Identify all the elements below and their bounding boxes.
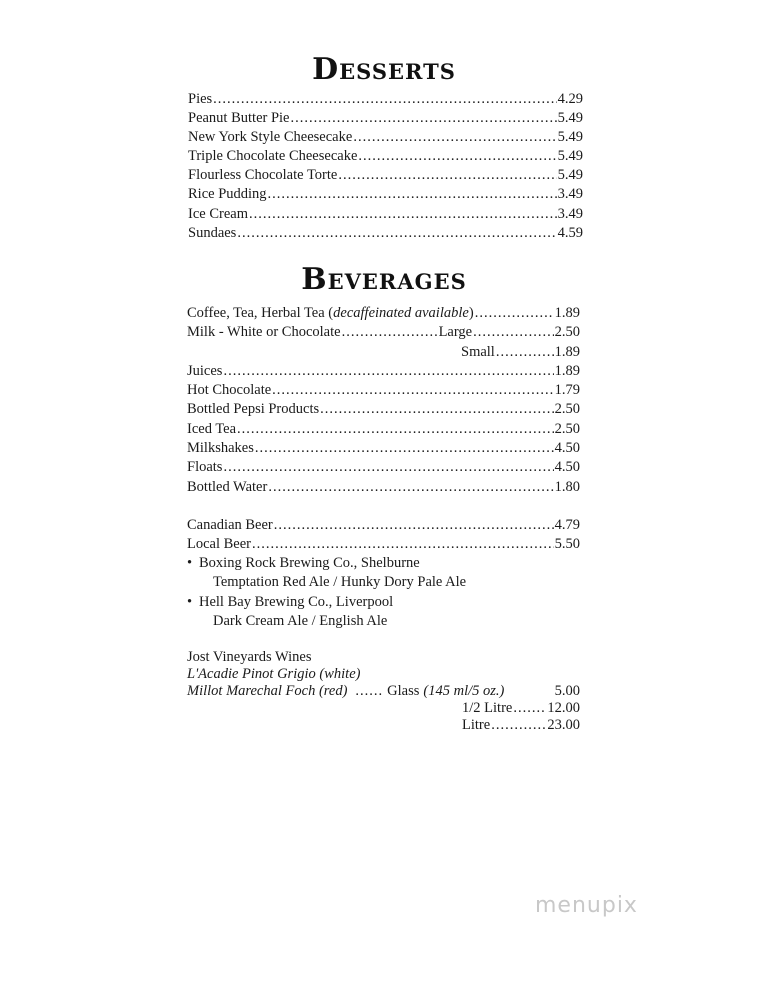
wine-white: L'Acadie Pinot Grigio (white): [187, 666, 361, 682]
dessert-item: [188, 166, 583, 185]
item-price: 23.00: [547, 717, 580, 733]
item-price: 5.49: [557, 167, 583, 183]
item-name: Bottled Pepsi Products: [187, 401, 320, 417]
dessert-item: [188, 205, 583, 224]
brewery-name: Hell Bay Brewing Co., Liverpool: [199, 594, 394, 610]
item-price: 2.50: [554, 401, 580, 417]
item-name: Pies: [188, 91, 213, 107]
beverage-item: [187, 439, 580, 458]
item-price: 5.49: [557, 148, 583, 164]
watermark: menupix: [535, 893, 638, 918]
item-name: Peanut Butter Pie: [188, 110, 290, 126]
item-name: Ice Cream: [188, 206, 248, 222]
item-price: 4.79: [554, 517, 580, 533]
item-price: 3.49: [557, 206, 583, 222]
brewery-bullet: •: [187, 594, 193, 610]
item-price: 1.89: [554, 363, 580, 379]
dessert-item: [188, 128, 583, 147]
item-price: 1.89: [554, 344, 580, 360]
item-name: New York Style Cheesecake: [188, 129, 353, 145]
item-name: Sundaes: [188, 225, 237, 241]
item-price: 4.29: [557, 91, 583, 107]
item-price: 2.50: [554, 324, 580, 340]
glass-label: Glass: [387, 683, 420, 699]
beverage-item: [187, 420, 580, 439]
item-price: 1.89: [554, 305, 580, 321]
item-name: Milkshakes: [187, 440, 254, 456]
item-price: 5.49: [557, 110, 583, 126]
wine-red: Millot Marechal Foch (red): [187, 683, 348, 699]
item-price: 3.49: [557, 186, 583, 202]
item-name: Coffee, Tea, Herbal Tea (decaffeinated available): [187, 305, 474, 321]
item-name: Juices: [187, 363, 223, 379]
item-price: 2.50: [554, 421, 580, 437]
item-price: 4.50: [554, 440, 580, 456]
item-name: Hot Chocolate: [187, 382, 272, 398]
item-price: 4.59: [557, 225, 583, 241]
item-name: Rice Pudding: [188, 186, 267, 202]
item-name: Canadian Beer: [187, 517, 273, 533]
desserts-heading: Desserts: [312, 52, 456, 87]
dessert-item: [188, 185, 583, 204]
item-name: Flourless Chocolate Torte: [188, 167, 338, 183]
brewery-name: Boxing Rock Brewing Co., Shelburne: [199, 555, 420, 571]
item-name: Floats: [187, 459, 223, 475]
dessert-item: [188, 109, 583, 128]
glass-dots: ......: [355, 683, 384, 699]
wine-litre: [462, 716, 580, 735]
brewery-beers: Temptation Red Ale / Hunky Dory Pale Ale: [213, 574, 467, 590]
beverage-item: [461, 343, 580, 362]
item-name: Bottled Water: [187, 479, 268, 495]
beverage-item: [187, 458, 580, 477]
dessert-item: [188, 224, 583, 243]
item-price: 1.79: [554, 382, 580, 398]
beer-item: [187, 535, 580, 554]
beverage-item: [187, 304, 580, 323]
beverage-item: [187, 478, 580, 497]
brewery-bullet: •: [187, 555, 193, 571]
dessert-item: [188, 90, 583, 109]
beverage-item: [187, 362, 580, 381]
size-label: 1/2 Litre: [462, 700, 513, 716]
beverage-item: [187, 400, 580, 419]
beverage-item: [187, 323, 580, 342]
item-price: 5.50: [554, 536, 580, 552]
item-name: Triple Chocolate Cheesecake: [188, 148, 358, 164]
brewery-beers: Dark Cream Ale / English Ale: [213, 613, 388, 629]
beer-item: [187, 516, 580, 535]
item-price: 12.00: [547, 700, 580, 716]
item-price: 4.50: [554, 459, 580, 475]
beverages-heading: Beverages: [301, 262, 467, 297]
item-name: Local Beer: [187, 536, 252, 552]
size-label: Litre: [462, 717, 491, 733]
item-price: 1.80: [554, 479, 580, 495]
item-price: 5.49: [557, 129, 583, 145]
wine-heading: Jost Vineyards Wines: [187, 649, 312, 665]
dessert-item: [188, 147, 583, 166]
glass-price: 5.00: [554, 683, 580, 699]
size-label: Large: [438, 324, 473, 340]
size-label: Small: [461, 344, 495, 360]
beverage-item: [187, 381, 580, 400]
item-name: Milk - White or Chocolate: [187, 324, 341, 340]
glass-size: (145 ml/5 oz.): [423, 683, 505, 699]
item-name: Iced Tea: [187, 421, 237, 437]
